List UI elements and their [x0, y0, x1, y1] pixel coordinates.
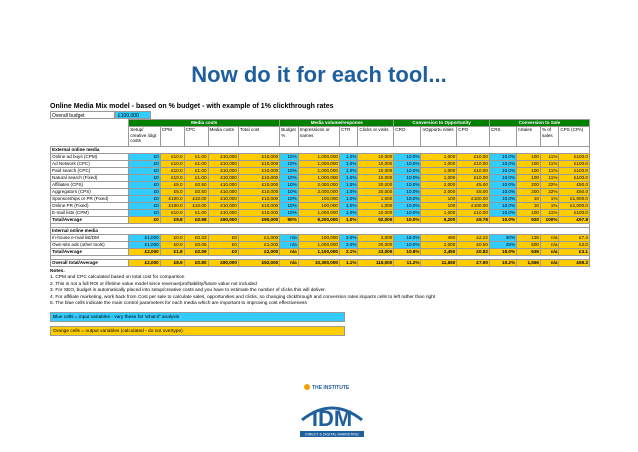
table-cell[interactable]: £5.00 — [457, 189, 490, 196]
table-cell[interactable]: 11% — [540, 154, 558, 161]
table-cell[interactable]: 90% — [280, 217, 298, 224]
table-cell[interactable]: £0.09 — [184, 249, 208, 256]
table-cell[interactable]: £10,000 — [208, 189, 238, 196]
table-row — [51, 154, 590, 161]
table-cell[interactable]: £1,000.0 — [559, 196, 590, 203]
note-line: 3. For SEO, budget is automatically placed into setup/creative costs and you have to estimate the number of clicks this will deliver. — [50, 288, 326, 294]
table-cell[interactable]: 20,000 — [358, 189, 394, 196]
overall-budget-label: Overall budget — [50, 111, 115, 119]
row-label: Own-site ads (other tools) — [51, 242, 129, 249]
svg-text:THE INSTITUTE: THE INSTITUTE — [312, 385, 350, 391]
table-cell[interactable]: 1.0% — [339, 182, 357, 189]
table-cell[interactable]: 1,000 — [358, 203, 394, 210]
table-cell[interactable]: 1,000 — [421, 161, 457, 168]
table-cell[interactable]: 10.0% — [489, 182, 516, 189]
table-cell[interactable]: 10.0% — [394, 196, 421, 203]
table-cell[interactable]: £2,000 — [129, 260, 161, 267]
table-cell[interactable]: £100.0 — [559, 168, 590, 175]
table-cell[interactable]: 1% — [540, 196, 558, 203]
table-cell[interactable]: £100.0 — [559, 175, 590, 182]
table-cell[interactable]: £100.00 — [457, 196, 490, 203]
table-cell[interactable]: 100 — [421, 203, 457, 210]
group-conversion-opportunity: Conversion to Opportunity — [394, 120, 490, 127]
notes-title: Notes. — [50, 269, 65, 274]
table-cell[interactable]: £100.0 — [160, 196, 184, 203]
table-cell[interactable]: 10,000 — [358, 175, 394, 182]
table-cell[interactable]: 100% — [540, 217, 558, 224]
table-cell[interactable]: £0 — [129, 189, 161, 196]
row-label: Ad Network (CPC) — [51, 161, 129, 168]
table-cell[interactable]: £90,000 — [208, 217, 238, 224]
table-cell[interactable]: £0.0 — [160, 235, 184, 242]
note-line: 4. For affiliate marketing, work back from Cost per sale to calculate sales, opportunities and clicks, so changing clickthrough and conversion rates impacts cells to left rather than right — [50, 294, 436, 300]
table-cell[interactable]: £10.00 — [457, 168, 490, 175]
column-header: Impressions or names — [298, 127, 339, 147]
row-label: Total/Average — [51, 249, 129, 256]
table-cell[interactable]: £0.98 — [184, 217, 208, 224]
table-cell[interactable]: £10,000 — [208, 196, 238, 203]
table-cell[interactable]: £10,000 — [208, 161, 238, 168]
table-cell[interactable]: 10.0% — [394, 182, 421, 189]
column-header: CRS — [489, 127, 516, 147]
table-cell[interactable]: 1,000,000 — [298, 210, 339, 217]
table-row — [51, 210, 590, 217]
table-cell[interactable]: £0 — [129, 196, 161, 203]
table-cell[interactable]: £92,000 — [238, 260, 279, 267]
table-cell[interactable]: 10,000 — [358, 168, 394, 175]
table-cell[interactable]: 1,000,000 — [298, 242, 339, 249]
table-cell[interactable]: n/a — [540, 260, 558, 267]
table-cell[interactable]: 25% — [489, 242, 516, 249]
table-cell[interactable]: £0.33 — [184, 235, 208, 242]
section-heading-row — [51, 228, 590, 235]
row-label: Total/Average — [51, 217, 129, 224]
table-cell[interactable]: £9.8 — [160, 217, 184, 224]
column-header: CPC — [184, 127, 208, 147]
table-row — [51, 189, 590, 196]
table-cell[interactable]: £10,000 — [238, 175, 279, 182]
legend-output-cells: Orange cells = output variables (calculated - do not overtype) — [50, 326, 345, 336]
table-cell[interactable]: 2,000 — [421, 242, 457, 249]
note-line: 2. This is not a full ROI or lifetime value model since revenue/profitability/future value not included — [50, 281, 257, 287]
table-cell[interactable]: 20,000 — [358, 182, 394, 189]
table-cell[interactable]: £59.2 — [559, 260, 590, 267]
svg-text:IDM: IDM — [311, 406, 353, 431]
row-label: Sponsorships or PR (Fixed) — [51, 196, 129, 203]
table-cell[interactable]: 1,000,000 — [298, 161, 339, 168]
table-cell[interactable]: £10,000 — [208, 182, 238, 189]
table-cell[interactable]: 1.0% — [339, 196, 357, 203]
table-cell[interactable]: 10.0% — [394, 210, 421, 217]
table-cell[interactable]: £0.05 — [184, 242, 208, 249]
table-cell[interactable]: £7.4 — [559, 235, 590, 242]
notes-block — [50, 269, 590, 307]
table-cell[interactable]: £10.0 — [160, 154, 184, 161]
table-cell[interactable]: 100 — [517, 161, 541, 168]
table-cell[interactable]: 100,000 — [298, 235, 339, 242]
table-cell[interactable]: £0.50 — [184, 182, 208, 189]
table-cell[interactable]: £0 — [129, 182, 161, 189]
table-cell[interactable]: £10,000 — [208, 154, 238, 161]
table-cell[interactable]: £10.0 — [160, 168, 184, 175]
table-cell[interactable]: 1.1% — [339, 260, 357, 267]
table-cell[interactable]: £0.82 — [457, 249, 490, 256]
table-cell[interactable]: 10.0% — [489, 161, 516, 168]
table-cell[interactable]: £10,000 — [238, 203, 279, 210]
row-label: Online PR (Fixed) — [51, 203, 129, 210]
table-cell[interactable]: 11% — [540, 161, 558, 168]
column-header-row — [51, 127, 590, 147]
table-cell[interactable]: 10.0% — [489, 154, 516, 161]
table-cell[interactable]: 1.0% — [339, 210, 357, 217]
table-cell[interactable]: £100.0 — [160, 203, 184, 210]
table-cell[interactable]: £0 — [129, 203, 161, 210]
table-cell[interactable]: 11,650 — [421, 260, 457, 267]
table-cell[interactable]: 1,000,000 — [298, 168, 339, 175]
table-cell[interactable]: 9,200,000 — [298, 217, 339, 224]
table-cell[interactable]: 100,000 — [298, 203, 339, 210]
table-cell[interactable]: 10.0% — [394, 203, 421, 210]
table-cell[interactable]: £0 — [208, 235, 238, 242]
table-cell[interactable]: £1.8 — [160, 249, 184, 256]
table-cell[interactable]: £10,000 — [238, 210, 279, 217]
column-header: CPS (CPA) — [559, 127, 590, 147]
total-row — [51, 249, 590, 256]
table-row — [51, 242, 590, 249]
table-cell[interactable]: 1,000 — [421, 175, 457, 182]
table-cell[interactable]: n/a — [280, 242, 298, 249]
table-cell[interactable]: £0.80 — [184, 260, 208, 267]
table-cell[interactable]: n/a — [280, 249, 298, 256]
table-cell[interactable]: 10.0% — [394, 168, 421, 175]
idm-logo-graphic — [292, 382, 372, 448]
table-cell[interactable]: 10% — [280, 161, 298, 168]
table-cell[interactable]: 22% — [540, 189, 558, 196]
table-cell[interactable]: £10.00 — [457, 175, 490, 182]
table-cell[interactable]: £10.00 — [457, 154, 490, 161]
table-cell[interactable]: 10,300,000 — [298, 260, 339, 267]
table-cell[interactable]: 11% — [540, 210, 558, 217]
table-cell[interactable]: 135 — [517, 235, 541, 242]
table-cell[interactable]: £1.00 — [184, 168, 208, 175]
table-cell[interactable]: 10.0% — [394, 161, 421, 168]
table-cell[interactable]: 10% — [280, 175, 298, 182]
table-cell[interactable]: n/a — [540, 235, 558, 242]
table-cell[interactable]: 1,000,000 — [298, 154, 339, 161]
table-cell[interactable]: 10.8% — [394, 249, 421, 256]
table-cell[interactable]: £10.00 — [457, 210, 490, 217]
column-header: Clicks or visits — [358, 127, 394, 147]
table-cell[interactable]: £1.00 — [184, 161, 208, 168]
table-cell[interactable]: £100.0 — [559, 154, 590, 161]
section-heading: Internal online media — [51, 228, 590, 235]
table-cell[interactable]: 20,000 — [358, 242, 394, 249]
legend-input-cells: Blue cells = input variables - vary these for 'what-if' analysis — [50, 312, 345, 322]
table-cell[interactable]: 10% — [280, 182, 298, 189]
media-mix-spreadsheet — [50, 102, 590, 336]
table-cell[interactable]: 10,000 — [358, 154, 394, 161]
slide-title: Now do it for each tool... — [191, 62, 447, 87]
table-cell[interactable]: £0 — [208, 242, 238, 249]
column-header: nOpportu nities — [421, 127, 457, 147]
table-cell[interactable]: £0.50 — [457, 242, 490, 249]
table-row — [51, 168, 590, 175]
table-cell[interactable]: 10% — [280, 203, 298, 210]
table-cell[interactable]: 11.2% — [394, 260, 421, 267]
table-cell[interactable]: 1.0% — [339, 154, 357, 161]
table-cell[interactable]: 11% — [540, 168, 558, 175]
table-row — [51, 182, 590, 189]
column-header: Total cost — [238, 127, 279, 147]
table-cell[interactable]: £10,000 — [238, 182, 279, 189]
table-cell[interactable]: 11% — [540, 175, 558, 182]
table-cell[interactable]: 100 — [517, 210, 541, 217]
table-cell[interactable]: £9.78 — [457, 217, 490, 224]
table-cell[interactable]: £1.00 — [184, 175, 208, 182]
table-cell[interactable]: £2.0 — [559, 242, 590, 249]
table-cell[interactable]: 1,000 — [421, 154, 457, 161]
column-header: CTR — [339, 127, 357, 147]
table-cell[interactable]: 10.0% — [394, 175, 421, 182]
table-cell[interactable]: 3,000 — [358, 235, 394, 242]
table-cell[interactable]: £0 — [208, 249, 238, 256]
table-cell[interactable]: £50.0 — [559, 182, 590, 189]
table-cell[interactable]: 10 — [517, 196, 541, 203]
table-cell[interactable]: 2,000 — [421, 182, 457, 189]
table-cell[interactable]: 10.0% — [489, 203, 516, 210]
row-label: In-house e-mail list/DM — [51, 235, 129, 242]
table-cell[interactable]: 2.1% — [339, 249, 357, 256]
table-cell[interactable]: £10.00 — [184, 196, 208, 203]
section-heading-row — [51, 147, 590, 154]
table-cell[interactable]: 1,000 — [421, 210, 457, 217]
table-cell[interactable]: 1,100,000 — [298, 249, 339, 256]
table-row — [51, 175, 590, 182]
table-cell[interactable]: 1.0% — [339, 161, 357, 168]
table-cell[interactable]: £0 — [129, 168, 161, 175]
table-cell[interactable]: 1.0% — [339, 189, 357, 196]
table-cell[interactable]: £0 — [129, 161, 161, 168]
table-cell[interactable]: £10,000 — [208, 203, 238, 210]
table-cell[interactable]: £0.0 — [160, 242, 184, 249]
idm-logo — [292, 382, 372, 448]
table-cell[interactable]: 10.0% — [394, 189, 421, 196]
group-media-costs: Media costs — [129, 120, 280, 127]
table-cell[interactable]: 100 — [517, 175, 541, 182]
table-cell[interactable]: 10.0% — [394, 217, 421, 224]
table-cell[interactable]: 636 — [517, 249, 541, 256]
table-cell[interactable]: £0 — [129, 175, 161, 182]
table-cell[interactable]: £90,000 — [208, 260, 238, 267]
table-cell[interactable]: £10.0 — [160, 175, 184, 182]
table-cell[interactable]: £5.0 — [160, 182, 184, 189]
media-mix-table — [50, 119, 590, 267]
table-cell[interactable]: £3.1 — [559, 249, 590, 256]
table-cell[interactable]: £10,000 — [208, 168, 238, 175]
table-cell[interactable]: £10,000 — [238, 196, 279, 203]
table-cell[interactable]: n/a — [540, 249, 558, 256]
table-cell[interactable]: £10.0 — [160, 161, 184, 168]
table-cell[interactable]: 10.0% — [394, 154, 421, 161]
table-cell[interactable]: 10% — [280, 196, 298, 203]
table-cell[interactable]: 10,000 — [358, 210, 394, 217]
column-header: Budget % — [280, 127, 298, 147]
table-cell[interactable]: 10% — [280, 210, 298, 217]
table-cell[interactable]: 1.0% — [339, 175, 357, 182]
table-cell[interactable]: 10% — [280, 154, 298, 161]
group-header-row — [51, 120, 590, 127]
table-cell[interactable]: 15.0% — [489, 249, 516, 256]
column-header: CRO — [394, 127, 421, 147]
overall-total-row — [51, 260, 590, 267]
table-cell[interactable]: 2,000 — [421, 189, 457, 196]
overall-budget-value: £100,000 — [115, 111, 151, 119]
table-cell[interactable]: 100 — [517, 154, 541, 161]
row-label: Aggregators (CPS) — [51, 189, 129, 196]
column-header: Setup/ creative /digt costs — [129, 127, 161, 147]
table-cell[interactable]: £1,000 — [238, 242, 279, 249]
row-label: E-mail lists (CPM) — [51, 210, 129, 217]
table-cell[interactable]: 1,556 — [517, 260, 541, 267]
table-cell[interactable]: £10.00 — [457, 161, 490, 168]
column-header: CPO — [457, 127, 490, 147]
table-cell[interactable]: £10,000 — [208, 175, 238, 182]
table-row — [51, 235, 590, 242]
column-header: % of sales — [540, 127, 558, 147]
table-cell[interactable]: £10,000 — [238, 161, 279, 168]
table-cell[interactable]: 450 — [421, 235, 457, 242]
table-cell[interactable]: £1,000 — [129, 242, 161, 249]
table-cell[interactable]: 2,000,000 — [298, 189, 339, 196]
table-cell[interactable]: £0.50 — [184, 189, 208, 196]
table-row — [51, 161, 590, 168]
table-cell[interactable]: 1.0% — [339, 168, 357, 175]
table-cell[interactable]: 920 — [517, 217, 541, 224]
table-cell[interactable]: £1,000.0 — [559, 203, 590, 210]
table-cell[interactable]: £1.00 — [184, 154, 208, 161]
table-cell[interactable]: 200 — [517, 182, 541, 189]
table-cell[interactable]: £2.22 — [457, 235, 490, 242]
row-label: Natural search (Fixed) — [51, 175, 129, 182]
table-cell[interactable]: £10,000 — [208, 210, 238, 217]
table-cell[interactable]: £10,000 — [238, 189, 279, 196]
table-cell[interactable]: 3.0% — [339, 235, 357, 242]
table-cell[interactable]: 30% — [489, 235, 516, 242]
column-header: CPM — [160, 127, 184, 147]
table-cell[interactable]: £1,000 — [238, 235, 279, 242]
overall-budget-row — [50, 111, 590, 119]
table-cell[interactable]: £2,000 — [238, 249, 279, 256]
table-cell[interactable]: 2.0% — [339, 242, 357, 249]
table-cell[interactable]: 10.0% — [394, 242, 421, 249]
table-cell[interactable]: £5.00 — [457, 182, 490, 189]
table-cell[interactable]: £97.8 — [559, 217, 590, 224]
sheet-title: Online Media Mix model - based on % budget - with example of 1% clickthrough rates — [50, 103, 334, 110]
table-cell[interactable]: £100.0 — [559, 210, 590, 217]
table-cell[interactable]: 10.2% — [489, 260, 516, 267]
table-cell[interactable]: £100.00 — [457, 203, 490, 210]
svg-text:DIRECT & DIGITAL MARKETING: DIRECT & DIGITAL MARKETING — [305, 432, 359, 437]
table-cell[interactable]: £2,000 — [129, 249, 161, 256]
table-cell[interactable]: 10.0% — [489, 196, 516, 203]
row-label: Overall total/Average — [51, 260, 129, 267]
table-cell[interactable]: £10,000 — [238, 154, 279, 161]
table-cell[interactable]: 10% — [280, 189, 298, 196]
table-cell[interactable]: 10.0% — [489, 189, 516, 196]
table-cell[interactable]: 10.0% — [489, 168, 516, 175]
table-cell[interactable]: £5.0 — [160, 189, 184, 196]
table-cell[interactable]: 10.0% — [489, 175, 516, 182]
row-label: Affiliates (CPS) — [51, 182, 129, 189]
table-cell[interactable]: 2,000,000 — [298, 182, 339, 189]
table-cell[interactable]: n/a — [280, 235, 298, 242]
table-cell[interactable]: £10,000 — [238, 168, 279, 175]
group-media-volume: Media volume/response — [280, 120, 394, 127]
table-cell[interactable]: 200 — [517, 189, 541, 196]
table-cell[interactable]: £0 — [129, 217, 161, 224]
table-cell[interactable]: 22% — [540, 182, 558, 189]
table-cell[interactable]: 1,000 — [421, 168, 457, 175]
table-cell[interactable]: 9,200 — [421, 217, 457, 224]
group-conversion-sale: Conversion to Sale — [489, 120, 589, 127]
row-label: Online ad buys (CPM) — [51, 154, 129, 161]
table-cell[interactable]: £10.00 — [184, 203, 208, 210]
table-cell[interactable]: 100 — [517, 168, 541, 175]
table-cell[interactable]: £50.0 — [559, 189, 590, 196]
table-cell[interactable]: 1,000,000 — [298, 175, 339, 182]
note-line: 5. The blue cells indicate the main control parameters for each media which are important to improving cost effectiveness — [50, 301, 307, 307]
table-cell[interactable]: 92,000 — [358, 217, 394, 224]
table-cell[interactable]: 23,000 — [358, 249, 394, 256]
row-label: Paid search (CPC) — [51, 168, 129, 175]
column-header: nSales — [517, 127, 541, 147]
table-cell[interactable]: 1.0% — [339, 217, 357, 224]
table-cell[interactable]: £8.9 — [160, 260, 184, 267]
table-cell[interactable]: 10,000 — [358, 161, 394, 168]
table-row — [51, 203, 590, 210]
table-row — [51, 196, 590, 203]
table-cell[interactable]: £7.90 — [457, 260, 490, 267]
table-cell[interactable]: 100,000 — [298, 196, 339, 203]
total-row — [51, 217, 590, 224]
table-cell[interactable]: 500 — [517, 242, 541, 249]
table-cell[interactable]: £0 — [129, 210, 161, 217]
table-cell[interactable]: 1% — [540, 203, 558, 210]
table-cell[interactable]: £0 — [129, 154, 161, 161]
table-cell[interactable]: £10.0 — [160, 210, 184, 217]
table-cell[interactable]: 10 — [517, 203, 541, 210]
table-cell[interactable]: £1.00 — [184, 210, 208, 217]
section-heading: External online media — [51, 147, 590, 154]
table-cell[interactable]: 15.0% — [394, 235, 421, 242]
table-cell[interactable]: 115,000 — [358, 260, 394, 267]
table-cell[interactable]: 10% — [280, 168, 298, 175]
table-cell[interactable]: 1.0% — [339, 203, 357, 210]
table-cell[interactable]: 10.0% — [489, 210, 516, 217]
table-cell[interactable]: n/a — [280, 260, 298, 267]
column-header: Media costs — [208, 127, 238, 147]
table-cell[interactable]: 10.0% — [489, 217, 516, 224]
table-cell[interactable]: £90,000 — [238, 217, 279, 224]
table-cell[interactable]: £100.0 — [559, 161, 590, 168]
table-cell[interactable]: n/a — [540, 242, 558, 249]
table-cell[interactable]: 2,450 — [421, 249, 457, 256]
table-cell[interactable]: 1,000 — [358, 196, 394, 203]
table-cell[interactable]: £1,000 — [129, 235, 161, 242]
table-cell[interactable]: 100 — [421, 196, 457, 203]
note-line: 1. CPM and CPC calculated based on total cost for comparison — [50, 275, 185, 281]
